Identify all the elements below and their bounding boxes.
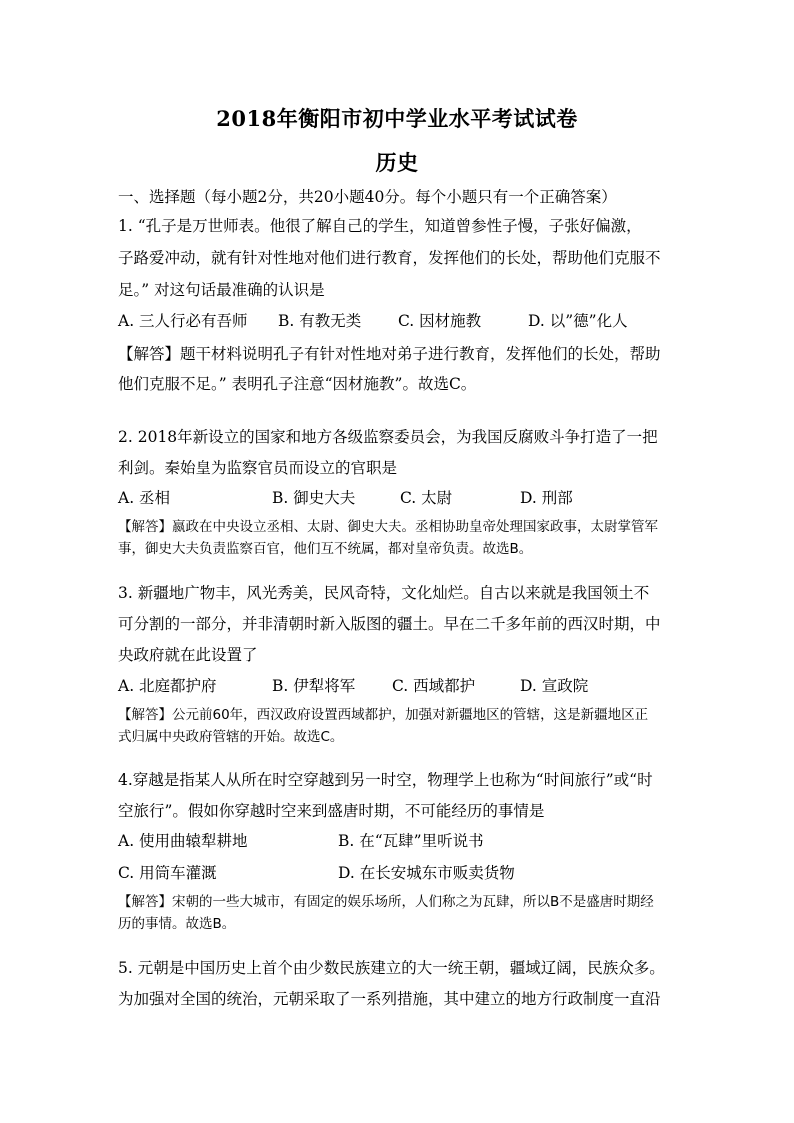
question-1-option-a: A. 三人行必有吾师 [118, 312, 248, 330]
question-2-option-c: C. 太尉 [400, 489, 453, 507]
question-3-stem-line: 央政府就在此设置了 [118, 646, 258, 664]
question-4-answer-line: 【解答】宋朝的一些大城市，有固定的娱乐场所，人们称之为瓦肆，所以B不是盛唐时期经 [118, 894, 654, 910]
question-2-answer-line: 【解答】嬴政在中央设立丞相、太尉、御史大夫。丞相协助皇帝处理国家政事，太尉掌管军 [118, 519, 658, 535]
question-2-option-a: A. 丞相 [118, 489, 171, 507]
page-title: 2018年衡阳市初中学业水平考试试卷 [216, 106, 578, 131]
question-3-option-d: D. 宣政院 [520, 677, 589, 695]
question-3-option-b: B. 伊犁将军 [272, 677, 356, 695]
question-3-answer-line: 式归属中央政府管辖的开始。故选C。 [118, 729, 344, 745]
question-2-answer-line: 事，御史大夫负责监察百官，他们互不统属，都对皇帝负责。故选B。 [118, 541, 533, 557]
question-3-option-c: C. 西域都护 [392, 677, 476, 695]
question-1-option-c: C. 因材施教 [398, 312, 482, 330]
question-2-stem-line: 2. 2018年新设立的国家和地方各级监察委员会，为我国反腐败斗争打造了一把 [118, 428, 658, 446]
question-1-stem-line: 子路爱冲动，就有针对性地对他们进行教育，发挥他们的长处，帮助他们克服不 [118, 249, 661, 267]
question-1-answer-line: 他们克服不足。” 表明孔子注意“因材施教”。故选C。 [118, 375, 477, 393]
section-heading: 一、选择题（每小题2分，共20小题40分。每个小题只有一个正确答案） [118, 188, 617, 206]
question-2-stem-line: 利剑。秦始皇为监察官员而设立的官职是 [118, 459, 398, 477]
question-5-stem-line: 5. 元朝是中国历史上首个由少数民族建立的大一统王朝，疆域辽阔，民族众多。 [118, 959, 665, 977]
question-4-option-a: A. 使用曲辕犁耕地 [118, 832, 248, 850]
question-1-option-b: B. 有教无类 [278, 312, 362, 330]
question-4-answer-line: 历的事情。故选B。 [118, 916, 236, 932]
question-4-option-b: B. 在“瓦肆”里听说书 [338, 832, 484, 850]
question-1-answer-line: 【解答】题干材料说明孔子有针对性地对弟子进行教育，发挥他们的长处，帮助 [118, 345, 661, 363]
question-4-option-d: D. 在长安城东市贩卖货物 [338, 864, 515, 882]
question-3-stem-line: 3. 新疆地广物丰，风光秀美，民风奇特，文化灿烂。自古以来就是我国领土不 [118, 584, 650, 602]
question-2-option-d: D. 刑部 [520, 489, 573, 507]
question-4-stem-line: 4.穿越是指某人从所在时空穿越到另一时空，物理学上也称为“时间旅行”或“时 [118, 771, 653, 789]
question-1-stem-line: 足。” 对这句话最准确的认识是 [118, 281, 325, 299]
question-3-stem-line: 可分割的一部分，并非清朝时新入版图的疆土。早在二千多年前的西汉时期，中 [118, 615, 661, 633]
question-3-option-a: A. 北庭都护府 [118, 677, 217, 695]
question-2-option-b: B. 御史大夫 [272, 489, 356, 507]
question-1-stem-line: 1. “孔子是万世师表。他很了解自己的学生，知道曾参性子慢，子张好偏激， [118, 217, 642, 235]
question-3-answer-line: 【解答】公元前60年，西汉政府设置西域都护，加强对新疆地区的管辖，这是新疆地区正 [118, 707, 649, 723]
question-1-option-d: D. 以”德”化人 [528, 312, 628, 330]
question-4-option-c: C. 用筒车灌溉 [118, 864, 217, 882]
question-5-stem-line: 为加强对全国的统治，元朝采取了一系列措施，其中建立的地方行政制度一直沿 [118, 990, 661, 1008]
question-4-stem-line: 空旅行”。假如你穿越时空来到盛唐时期，不可能经历的事情是 [118, 802, 545, 820]
subject-title: 历史 [375, 150, 419, 175]
